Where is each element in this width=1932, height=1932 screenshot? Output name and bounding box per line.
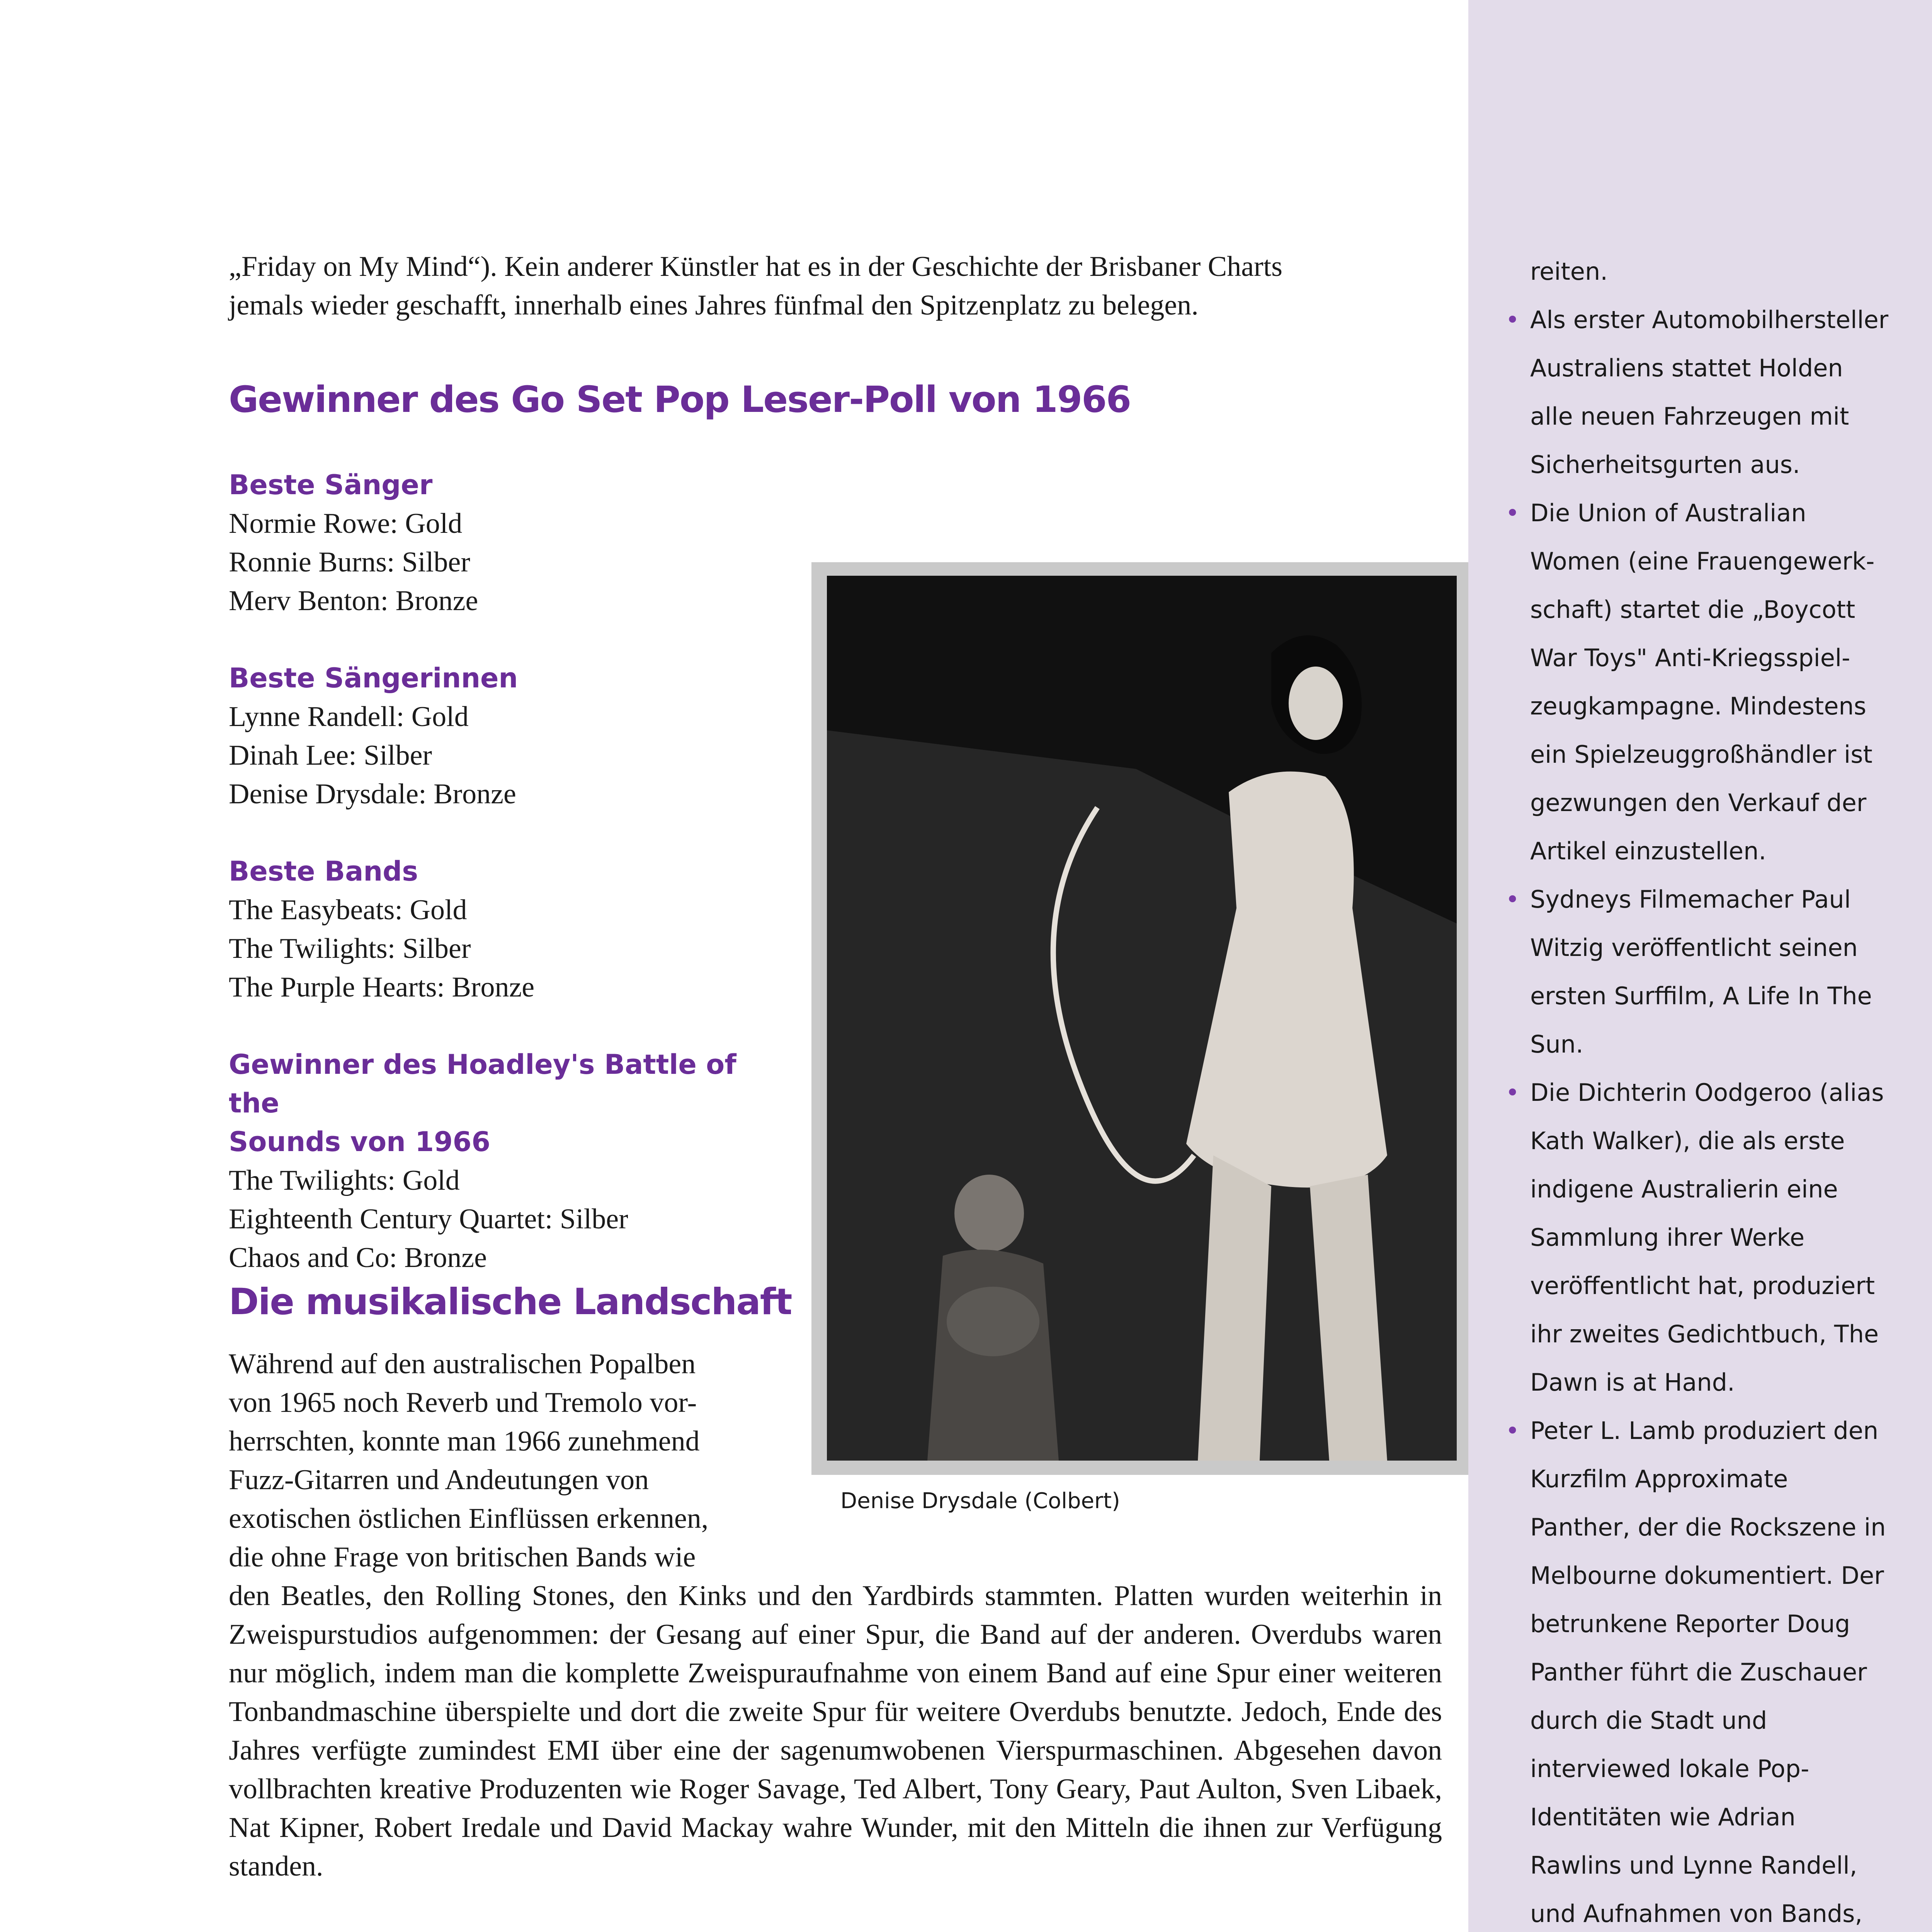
landscape-line: Fuzz-Gitarren und Andeutungen von [229,1464,649,1496]
group-line: Chaos and Co: Bronze [229,1242,487,1274]
group-line: Normie Rowe: Gold [229,508,463,539]
landscape-line: exotischen östlichen Einflüssen erkennen, [229,1503,709,1534]
bullet-icon: • [1505,499,1520,527]
group-title-line-1: Gewinner des Hoadley's Battle of the [229,1049,736,1119]
group-line: The Twilights: Silber [229,933,471,964]
sidebar-item [1503,1068,1889,1406]
sidebar-events [1503,247,1889,1932]
sidebar-item [1503,1406,1889,1932]
sidebar-item-text: Die Dichterin Oodgeroo (alias Kath Walker), die als erste indigene Australierin eine Sammlung ihrer Werke veröffentlicht hat, produziert ihr zweites Gedichtbuch, The Dawn is at Hand. [1530,1078,1884,1396]
landscape-narrow-text [229,1345,779,1577]
group-line: Dinah Lee: Silber [229,740,432,771]
landscape-section [229,1279,1442,1325]
group-line: The Easybeats: Gold [229,894,467,926]
group-line: Lynne Randell: Gold [229,701,469,733]
poll-section [229,377,1442,423]
sidebar-lead: reiten. [1530,257,1608,286]
bullet-icon: • [1505,1417,1520,1445]
group-best-singers [229,466,789,620]
photo-caption: Denise Drysdale (Colbert) [840,1488,1120,1514]
landscape-line: herrschten, konnte man 1966 zunehmend [229,1425,700,1457]
group-line: The Twilights: Gold [229,1165,460,1196]
poll-heading: Gewinner des Go Set Pop Leser-Poll von 1966 [229,379,1131,421]
intro-paragraph [229,247,1442,325]
landscape-paragraph: den Beatles, den Rolling Stones, den Kinks und den Yardbirds stammten. Platten wurden weiterhin in Zweispurstudios aufgenommen: der Gesang auf einer Spur, die Band auf der anderen. Overdubs waren nur möglich, indem man die komplette Zweispuraufnahme von einem Band auf eine Spur einer weiteren Tonbandmaschine überspielte und dort die zweite Spur für weitere Overdubs benutzte. Jedoch, Ende des Jahres verfügte zumindest EMI über eine der sagenumwobenen Vierspurmaschinen. Abgesehen davon vollbrachten kreative Produzenten wie Roger Savage, Ted Albert, Tony Geary, Paut Aulton, Sven Libaek, Nat Kipner, Robert Iredale und David Mackay wahre Wunder, mit den Mitteln die ihnen zur Verfügung standen. [229,1580,1442,1882]
group-title: Beste Bands [229,855,418,887]
sidebar-item [1503,489,1889,875]
singer-illustration [827,576,1457,1461]
landscape-wide-text [229,1577,1442,1886]
group-line: Ronnie Burns: Silber [229,546,470,578]
sidebar-item-text: Sydneys Filmemacher Paul Witzig veröffentlicht seinen ersten Surffilm, A Life In The Sun. [1530,885,1872,1058]
group-battle-of-sounds [229,1045,789,1277]
sidebar-item-text: Die Union of Australian Women (eine Frauengewerk- schaft) startet die „Boycott War Toys" Anti-Kriegsspiel- zeugkampagne. Mindestens ein Spielzeuggroßhändler ist gezwungen den Verkauf der Artikel einzustellen. [1530,499,1875,865]
landscape-line: die ohne Frage von britischen Bands wie [229,1541,696,1573]
sidebar-item [1503,875,1889,1068]
group-best-bands [229,852,789,1007]
group-title: Beste Sängerinnen [229,662,518,694]
intro-line-1: „Friday on My Mind“). Kein anderer Künstler hat es in der Geschichte der Brisbaner Charts [229,251,1282,282]
sidebar-item [1503,296,1889,489]
sidebar-item-text: Als erster Automobilhersteller Australiens stattet Holden alle neuen Fahrzeugen mit Sicherheitsgurten aus. [1530,306,1889,479]
group-line: The Purple Hearts: Bronze [229,971,535,1003]
group-line: Eighteenth Century Quartet: Silber [229,1203,628,1235]
bullet-icon: • [1505,885,1520,913]
group-title: Beste Sänger [229,469,433,501]
sidebar-item-text: Peter L. Lamb produziert den Kurzfilm Approximate Panther, der die Rockszene in Melbourne dokumentiert. Der betrunkene Reporter Doug Panther führt die Zuschauer durch die Stadt und interviewed lokale Pop- Identitäten wie Adrian Rawlins und Lynne Randell, und Aufnahmen von Bands, [1530,1417,1886,1928]
bullet-icon: • [1505,1078,1520,1107]
landscape-line: Während auf den australischen Popalben [229,1348,696,1380]
group-title-line-2: Sounds von 1966 [229,1126,491,1158]
landscape-heading: Die musikalische Landschaft [229,1281,792,1323]
poll-groups [229,466,789,1277]
group-line: Denise Drysdale: Bronze [229,778,516,810]
group-best-female-singers [229,659,789,813]
group-line: Merv Benton: Bronze [229,585,478,617]
landscape-line: von 1965 noch Reverb und Tremolo vor- [229,1387,697,1418]
bullet-icon: • [1505,306,1520,334]
intro-line-2: jemals wieder geschafft, innerhalb eines Jahres fünfmal den Spitzenplatz zu belegen. [229,289,1199,321]
concert-photo [827,576,1457,1461]
